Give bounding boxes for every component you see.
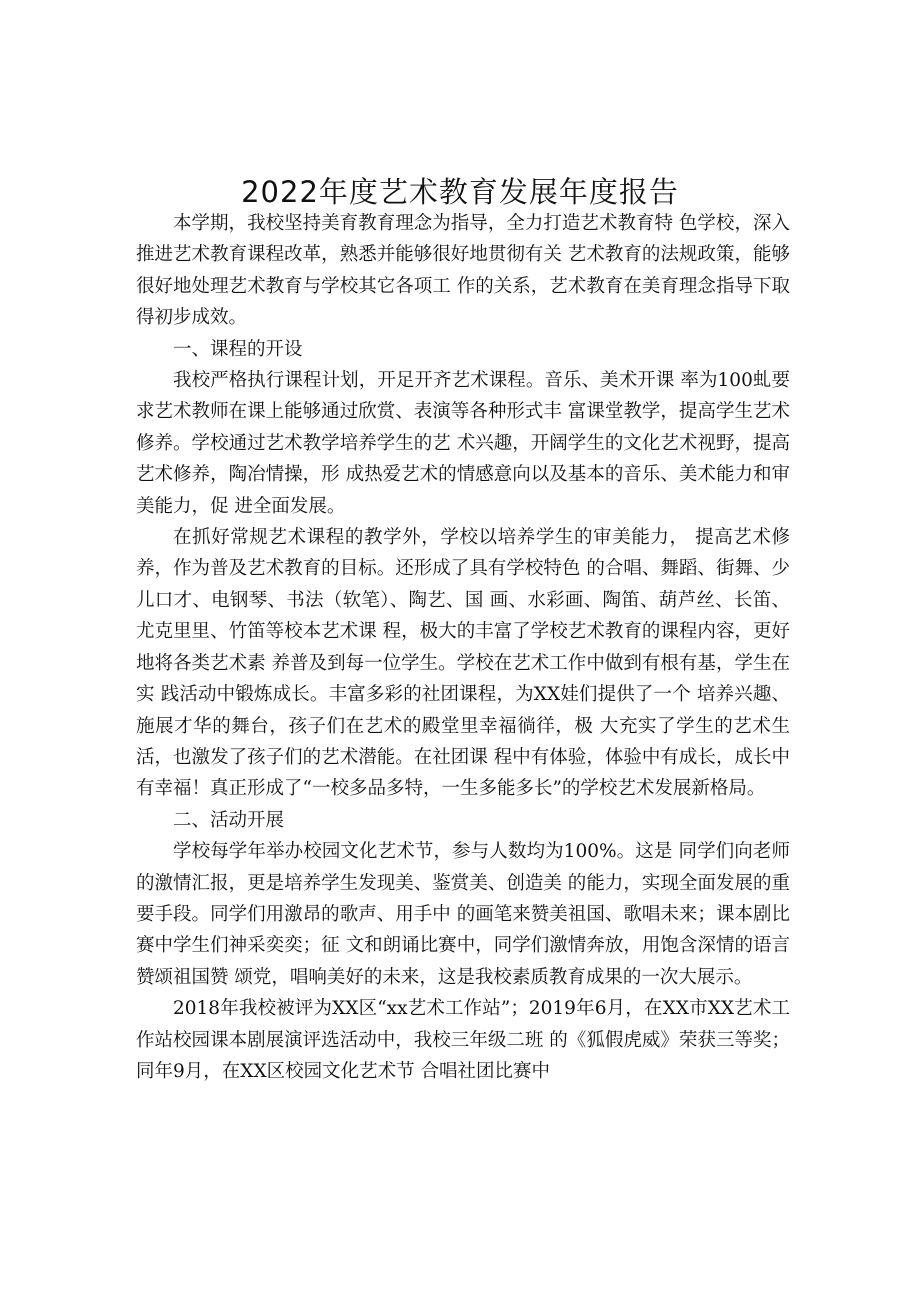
document-title: 2022年度艺术教育发展年度报告 [241,175,679,209]
intro-paragraph: 本学期，我校坚持美育教育理念为指导，全力打造艺术教育特 色学校，深入推进艺术教育课程改革，熟悉并能够很好地贯彻有关 艺术教育的法规政策，能够很好地处理艺术教育与学校其它各项工 作的关系，艺术教育在美育理念指导下取得初步成效。 [136,213,790,329]
courses-paragraph-2: 在抓好常规艺术课程的教学外，学校以培养学生的审美能力， 提高艺术修养，作为普及艺术教育的目标。还形成了具有学校特色 的合唱、舞蹈、街舞、少儿口才、电钢琴、书法（软笔）、陶艺、国 画、水彩画、陶笛、葫芦丝、长笛、尤克里里、竹笛等校本艺术课 程，极大的丰富了学校艺术教育的课程内容，更好地将各类艺术素 养普及到每一位学生。学校在艺术工作中做到有根有基，学生在实 践活动中锻炼成长。丰富多彩的社团课程，为XX娃们提供了一个 培养兴趣、施展才华的舞台，孩子们在艺术的殿堂里幸福徜徉，极 大充实了学生的艺术生活，也激发了孩子们的艺术潜能。在社团课 程中有体验，体验中有成长，成长中有幸福！真正形成了“一校多品多特，一生多能多长”的学校艺术发展新格局。 [136,527,790,800]
section-heading-courses: 一、课程的开设 [173,338,303,360]
courses-paragraph-1: 我校严格执行课程计划，开足开齐艺术课程。音乐、美术开课 率为100虬要求艺术教师在课上能够通过欣赏、表演等各种形式丰 富课堂教学，提高学生艺术修养。学校通过艺术教学培养学生的艺 术兴趣，开阔学生的文化艺术视野，提高艺术修养，陶冶情操，形 成热爱艺术的情感意向以及基本的音乐、美术能力和审美能力，促 进全面发展。 [136,370,790,517]
section-heading-activities: 二、活动开展 [173,809,285,831]
activities-paragraph-1: 学校每学年举办校园文化艺术节，参与人数均为100%。这是 同学们向老师的激情汇报，更是培养学生发现美、鉴赏美、创造美 的能力，实现全面发展的重要手段。同学们用激昂的歌声、用手中 的画笔来赞美祖国、歌唱未来；课本剧比赛中学生们神采奕奕；征 文和朗诵比赛中，同学们激情奔放，用饱含深情的语言赞颂祖国赞 颂党，唱响美好的未来，这是我校素质教育成果的一次大展示。 [136,841,790,988]
document-body [136,208,790,1087]
activities-paragraph-2: 2018年我校被评为XX区“xx艺术工作站”；2019年6月，在XX市XX艺术工作站校园课本剧展演评选活动中，我校三年级二班 的《狐假虎威》荣获三等奖；同年9月，在XX区校园文化艺术节 合唱社团比赛中 [136,998,790,1082]
